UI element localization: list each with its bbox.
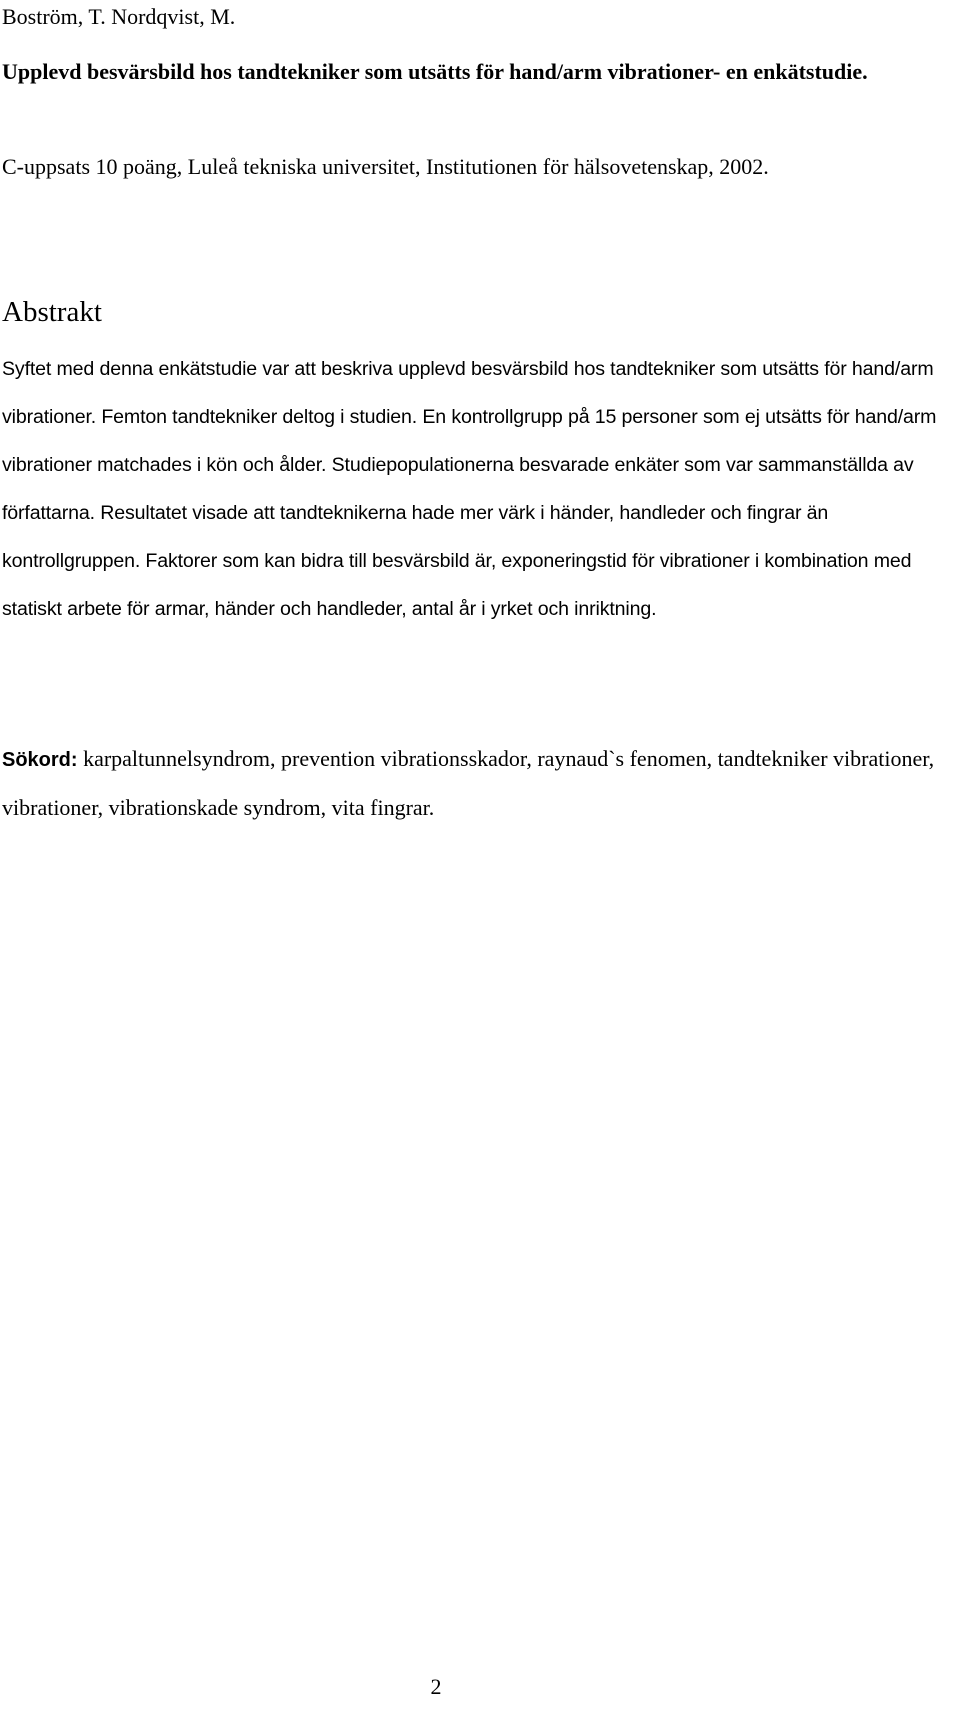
thesis-title: Upplevd besvärsbild hos tandtekniker som utsätts för hand/arm vibrationer- en enkätstudie. <box>2 59 868 84</box>
abstract-heading: Abstrakt <box>2 296 102 328</box>
keywords-text: karpaltunnelsyndrom, prevention vibrationsskador, raynaud`s fenomen, tandtekniker vibrationer, vibrationer, vibrationskade syndrom, vita fingrar. <box>2 746 935 820</box>
authors: Boström, T. Nordqvist, M. <box>2 4 236 29</box>
page-number: 2 <box>430 1674 442 1699</box>
keywords-label: Sökord: <box>2 749 78 771</box>
abstract-body: Syftet med denna enkätstudie var att beskriva upplevd besvärsbild hos tandtekniker som utsätts för hand/arm vibrationer. Femton tandtekniker deltog i studien. En kontrollgrupp på 15 personer som ej utsätts för hand/arm vibrationer matchades i kön och ålder. Studiepopulationerna besvarade enkäter som var sammanställda av författarna. Resultatet visade att tandteknikerna hade mer värk i händer, handleder och fingrar än kontrollgruppen. Faktorer som kan bidra till besvärsbild är, exponeringstid för vibrationer i kombination med statiskt arbete för armar, händer och handleder, antal år i yrket och inriktning. <box>2 358 937 620</box>
keywords-paragraph <box>2 735 952 832</box>
publication-info: C-uppsats 10 poäng, Luleå tekniska universitet, Institutionen för hälsovetenskap, 2002. <box>2 154 769 179</box>
